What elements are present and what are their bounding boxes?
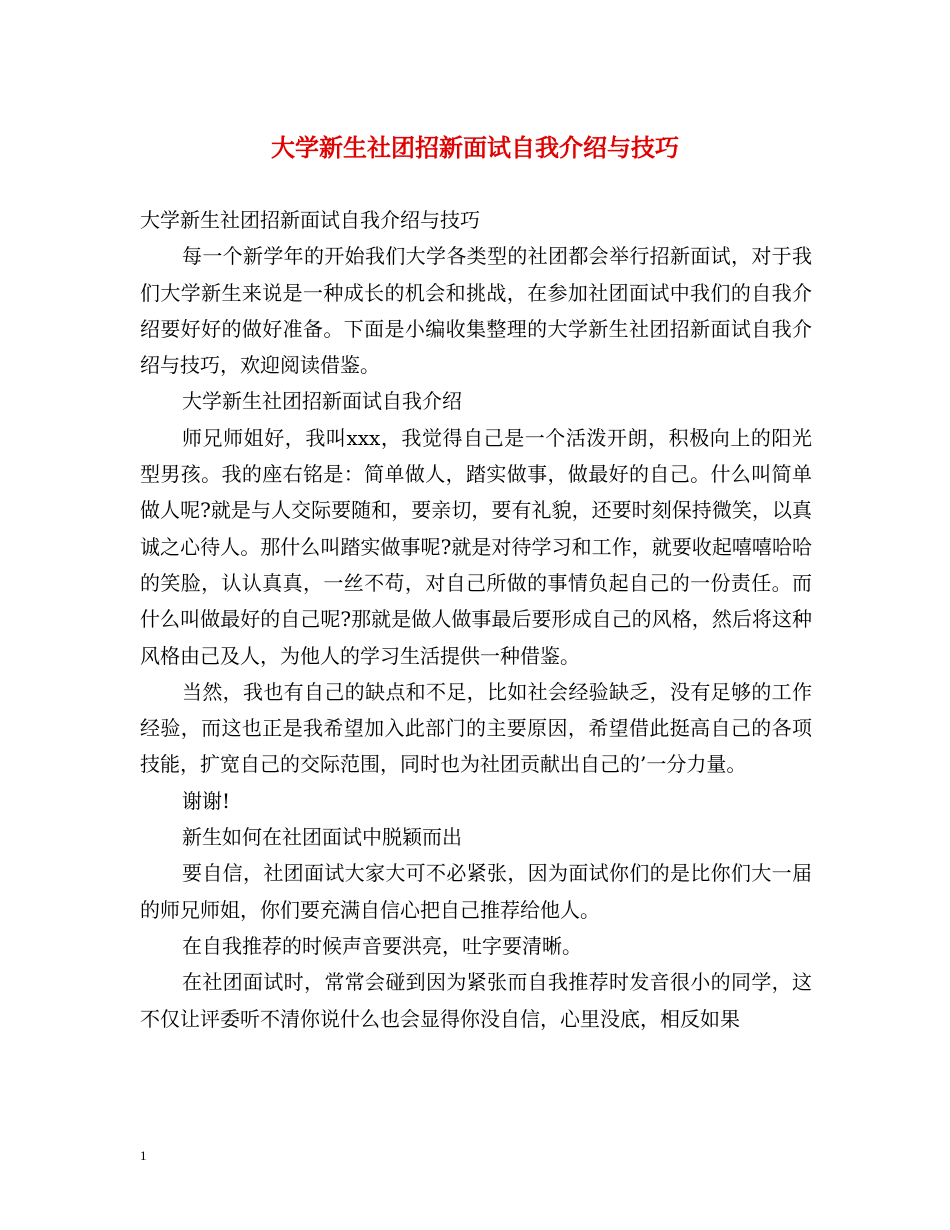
document-body — [140, 202, 812, 1037]
body-paragraph: 要自信，社团面试大家大可不必紧张，因为面试你们的是比你们大一届的师兄师姐，你们要充满自信心把自己推荐给他人。 — [140, 861, 812, 922]
body-paragraph: 大学新生社团招新面试自我介绍与技巧 — [140, 208, 480, 232]
body-paragraph: 在社团面试时，常常会碰到因为紧张而自我推荐时发音很小的同学，这不仅让评委听不清你说什么也会显得你没自信，心里没底，相反如果 — [140, 970, 812, 1031]
body-paragraph: 当然，我也有自己的缺点和不足，比如社会经验缺乏，没有足够的工作经验，而这也正是我希望加入此部门的主要原因，希望借此挺高自己的各项技能，扩宽自己的交际范围，同时也为社团贡献出自己的’一分力量。 — [140, 679, 812, 777]
body-paragraph: 在自我推荐的时候声音要洪亮，吐字要清晰。 — [182, 933, 582, 958]
body-paragraph: 大学新生社团招新面试自我介绍 — [182, 389, 462, 414]
body-paragraph: 师兄师姐好，我叫xxx，我觉得自己是一个活泼开朗，积极向上的阳光型男孩。我的座右铭是：简单做人，踏实做事，做最好的自己。什么叫简单做人呢?就是与人交际要随和，要亲切，要有礼貌，还要时刻保持微笑，以真诚之心待人。那什么叫踏实做事呢?就是对待学习和工作，就要收起嘻嘻哈哈的笑脸，认认真真，一丝不苟，对自己所做的事情负起自己的一份责任。而什么叫做最好的自己呢?那就是做人做事最后要形成自己的风格，然后将这种风格由己及人，为他人的学习生活提供一种借鉴。 — [140, 425, 812, 668]
page-number: 1 — [140, 1148, 147, 1163]
body-paragraph: 每一个新学年的开始我们大学各类型的社团都会举行招新面试，对于我们大学新生来说是一种成长的机会和挑战，在参加社团面试中我们的自我介绍要好好的做好准备。下面是小编收集整理的大学新生社团招新面试自我介绍与技巧，欢迎阅读借鉴。 — [140, 244, 812, 378]
page-title: 大学新生社团招新面试自我介绍与技巧 — [271, 133, 679, 162]
body-paragraph: 新生如何在社团面试中脱颖而出 — [182, 825, 462, 850]
body-paragraph: 谢谢! — [182, 788, 231, 813]
